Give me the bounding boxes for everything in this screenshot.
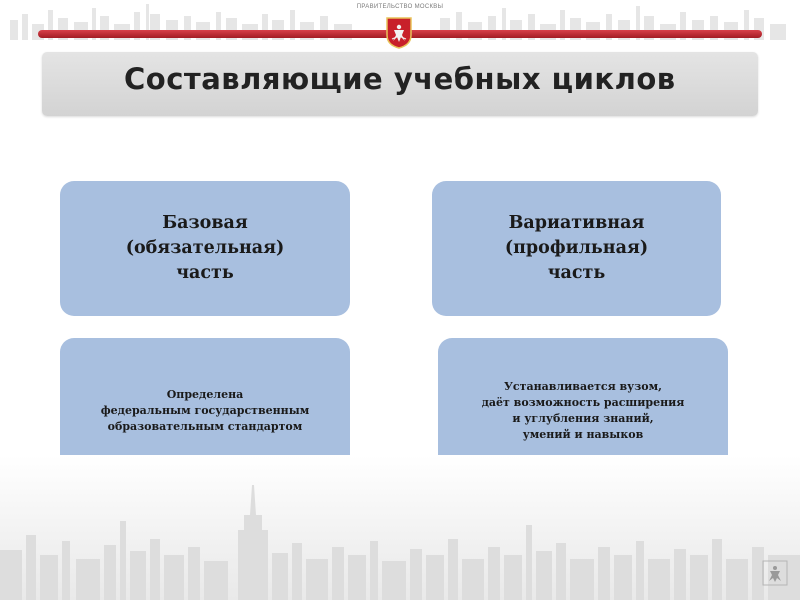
variable-part-label: Вариативная (профильная) часть [504,213,649,283]
variable-part-description: Устанавливается вузом, даёт возможность расширения и углубления знаний, умений и навыков [481,380,685,441]
basic-part-description: Определена федеральным государственным образовательным стандартом [100,388,310,433]
moscow-emblem-logo-icon [762,560,788,586]
variable-part-box [432,181,721,316]
page-title: Составляющие учебных циклов [124,62,676,96]
skyline-bottom-decoration [0,455,800,600]
header-label: ПРАВИТЕЛЬСТВО МОСКВЫ [356,4,444,10]
basic-part-box [60,181,350,316]
basic-part-label: Базовая (обязательная) часть [125,213,285,283]
moscow-coat-of-arms-icon [385,17,413,49]
